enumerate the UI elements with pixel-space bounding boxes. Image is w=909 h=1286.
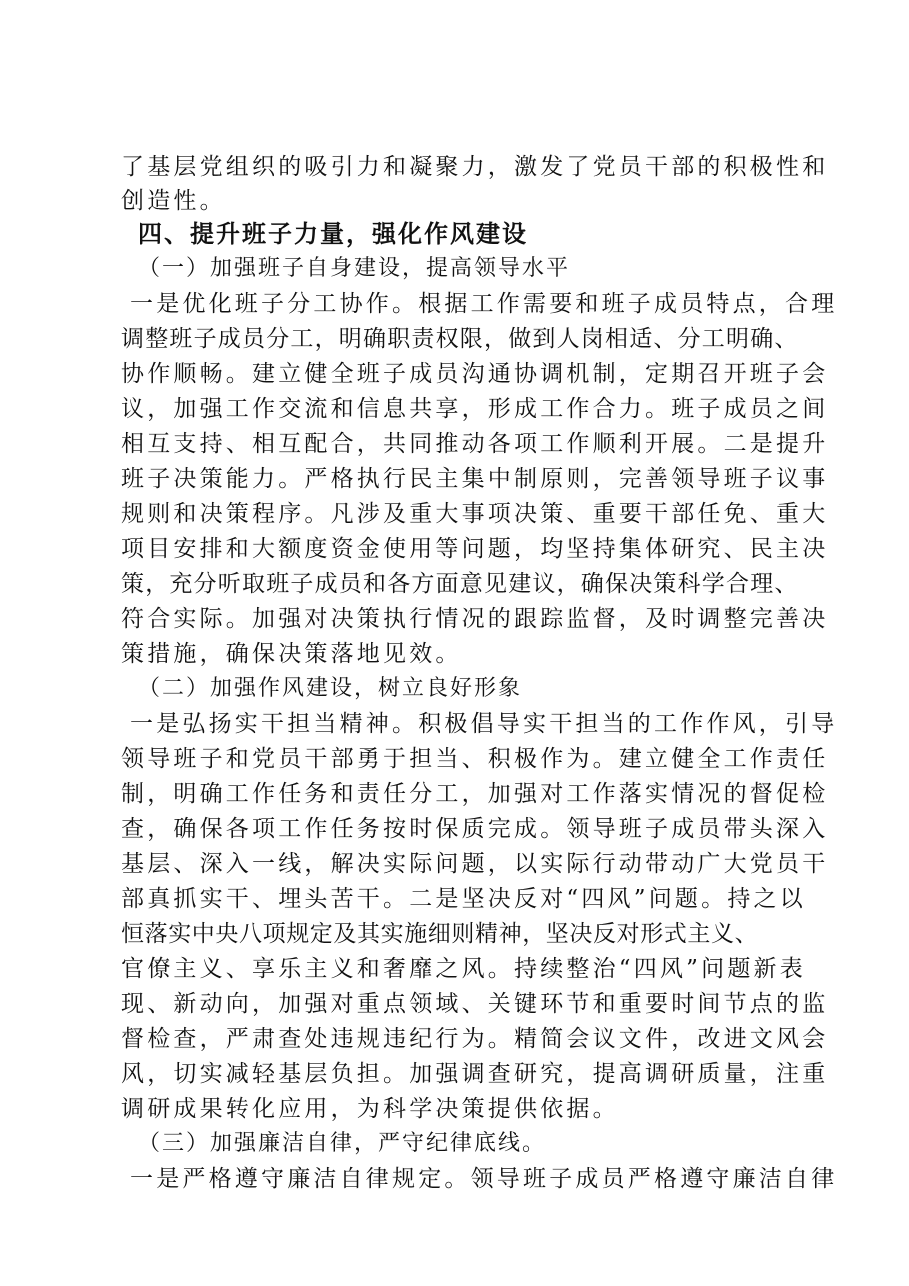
paragraph-line: 风，切实减轻基层负担。加强调查研究，提高调研质量，注重	[121, 1061, 829, 1087]
paragraph-line: 一是严格遵守廉洁自律规定。领导班子成员严格遵守廉洁自律	[130, 1166, 838, 1192]
paragraph-line: 部真抓实干、埋头苦干。二是坚决反对“四风”问题。持之以	[121, 886, 806, 912]
paragraph-line: 现、新动向，加强对重点领域、关键环节和重要时间节点的监	[121, 991, 829, 1017]
paragraph-line: 一是优化班子分工协作。根据工作需要和班子成员特点，合理	[130, 291, 838, 317]
subsection-heading: （三）加强廉洁自律，严守纪律底线。	[138, 1131, 547, 1156]
paragraph-line: 官僚主义、享乐主义和奢靡之风。持续整治“四风”问题新表	[121, 956, 806, 982]
paragraph-line: 了基层党组织的吸引力和凝聚力，激发了党员干部的积极性和	[121, 154, 829, 180]
paragraph-line: 基层、深入一线，解决实际问题，以实际行动带动广大党员干	[121, 851, 829, 877]
paragraph-line: 调整班子成员分工，明确职责权限，做到人岗相适、分工明确、	[121, 326, 799, 352]
paragraph-line: 调研成果转化应用，为科学决策提供依据。	[121, 1096, 619, 1122]
paragraph-line: 领导班子和党员干部勇于担当、积极作为。建立健全工作责任	[121, 746, 829, 772]
subsection-heading: （一）加强班子自身建设，提高领导水平	[138, 256, 571, 281]
paragraph-line: 项目安排和大额度资金使用等问题，均坚持集体研究、民主决	[121, 536, 829, 562]
paragraph-line: 创造性。	[121, 188, 226, 214]
paragraph-line: 符合实际。加强对决策执行情况的跟踪监督，及时调整完善决	[121, 606, 829, 632]
paragraph-line: 制，明确工作任务和责任分工，加强对工作落实情况的督促检	[121, 781, 829, 807]
section-heading: 四、提升班子力量，强化作风建设	[138, 219, 528, 248]
paragraph-line: 班子决策能力。严格执行民主集中制原则，完善领导班子议事	[121, 466, 829, 492]
paragraph-line: 策措施，确保决策落地见效。	[121, 641, 462, 667]
paragraph-line: 策，充分听取班子成员和各方面意见建议，确保决策科学合理、	[121, 571, 799, 597]
paragraph-line: 督检查，严肃查处违规违纪行为。精简会议文件，改进文风会	[121, 1026, 829, 1052]
paragraph-line: 规则和决策程序。凡涉及重大事项决策、重要干部任免、重大	[121, 501, 829, 527]
paragraph-line: 相互支持、相互配合，共同推动各项工作顺利开展。二是提升	[121, 431, 829, 457]
paragraph-line: 议，加强工作交流和信息共享，形成工作合力。班子成员之间	[121, 396, 829, 422]
subsection-heading: （二）加强作风建设，树立良好形象	[138, 676, 523, 701]
paragraph-line: 一是弘扬实干担当精神。积极倡导实干担当的工作作风，引导	[130, 711, 838, 737]
paragraph-line: 恒落实中央八项规定及其实施细则精神，坚决反对形式主义、	[121, 921, 759, 947]
paragraph-line: 协作顺畅。建立健全班子成员沟通协调机制，定期召开班子会	[121, 361, 829, 387]
paragraph-line: 查，确保各项工作任务按时保质完成。领导班子成员带头深入	[121, 816, 829, 842]
